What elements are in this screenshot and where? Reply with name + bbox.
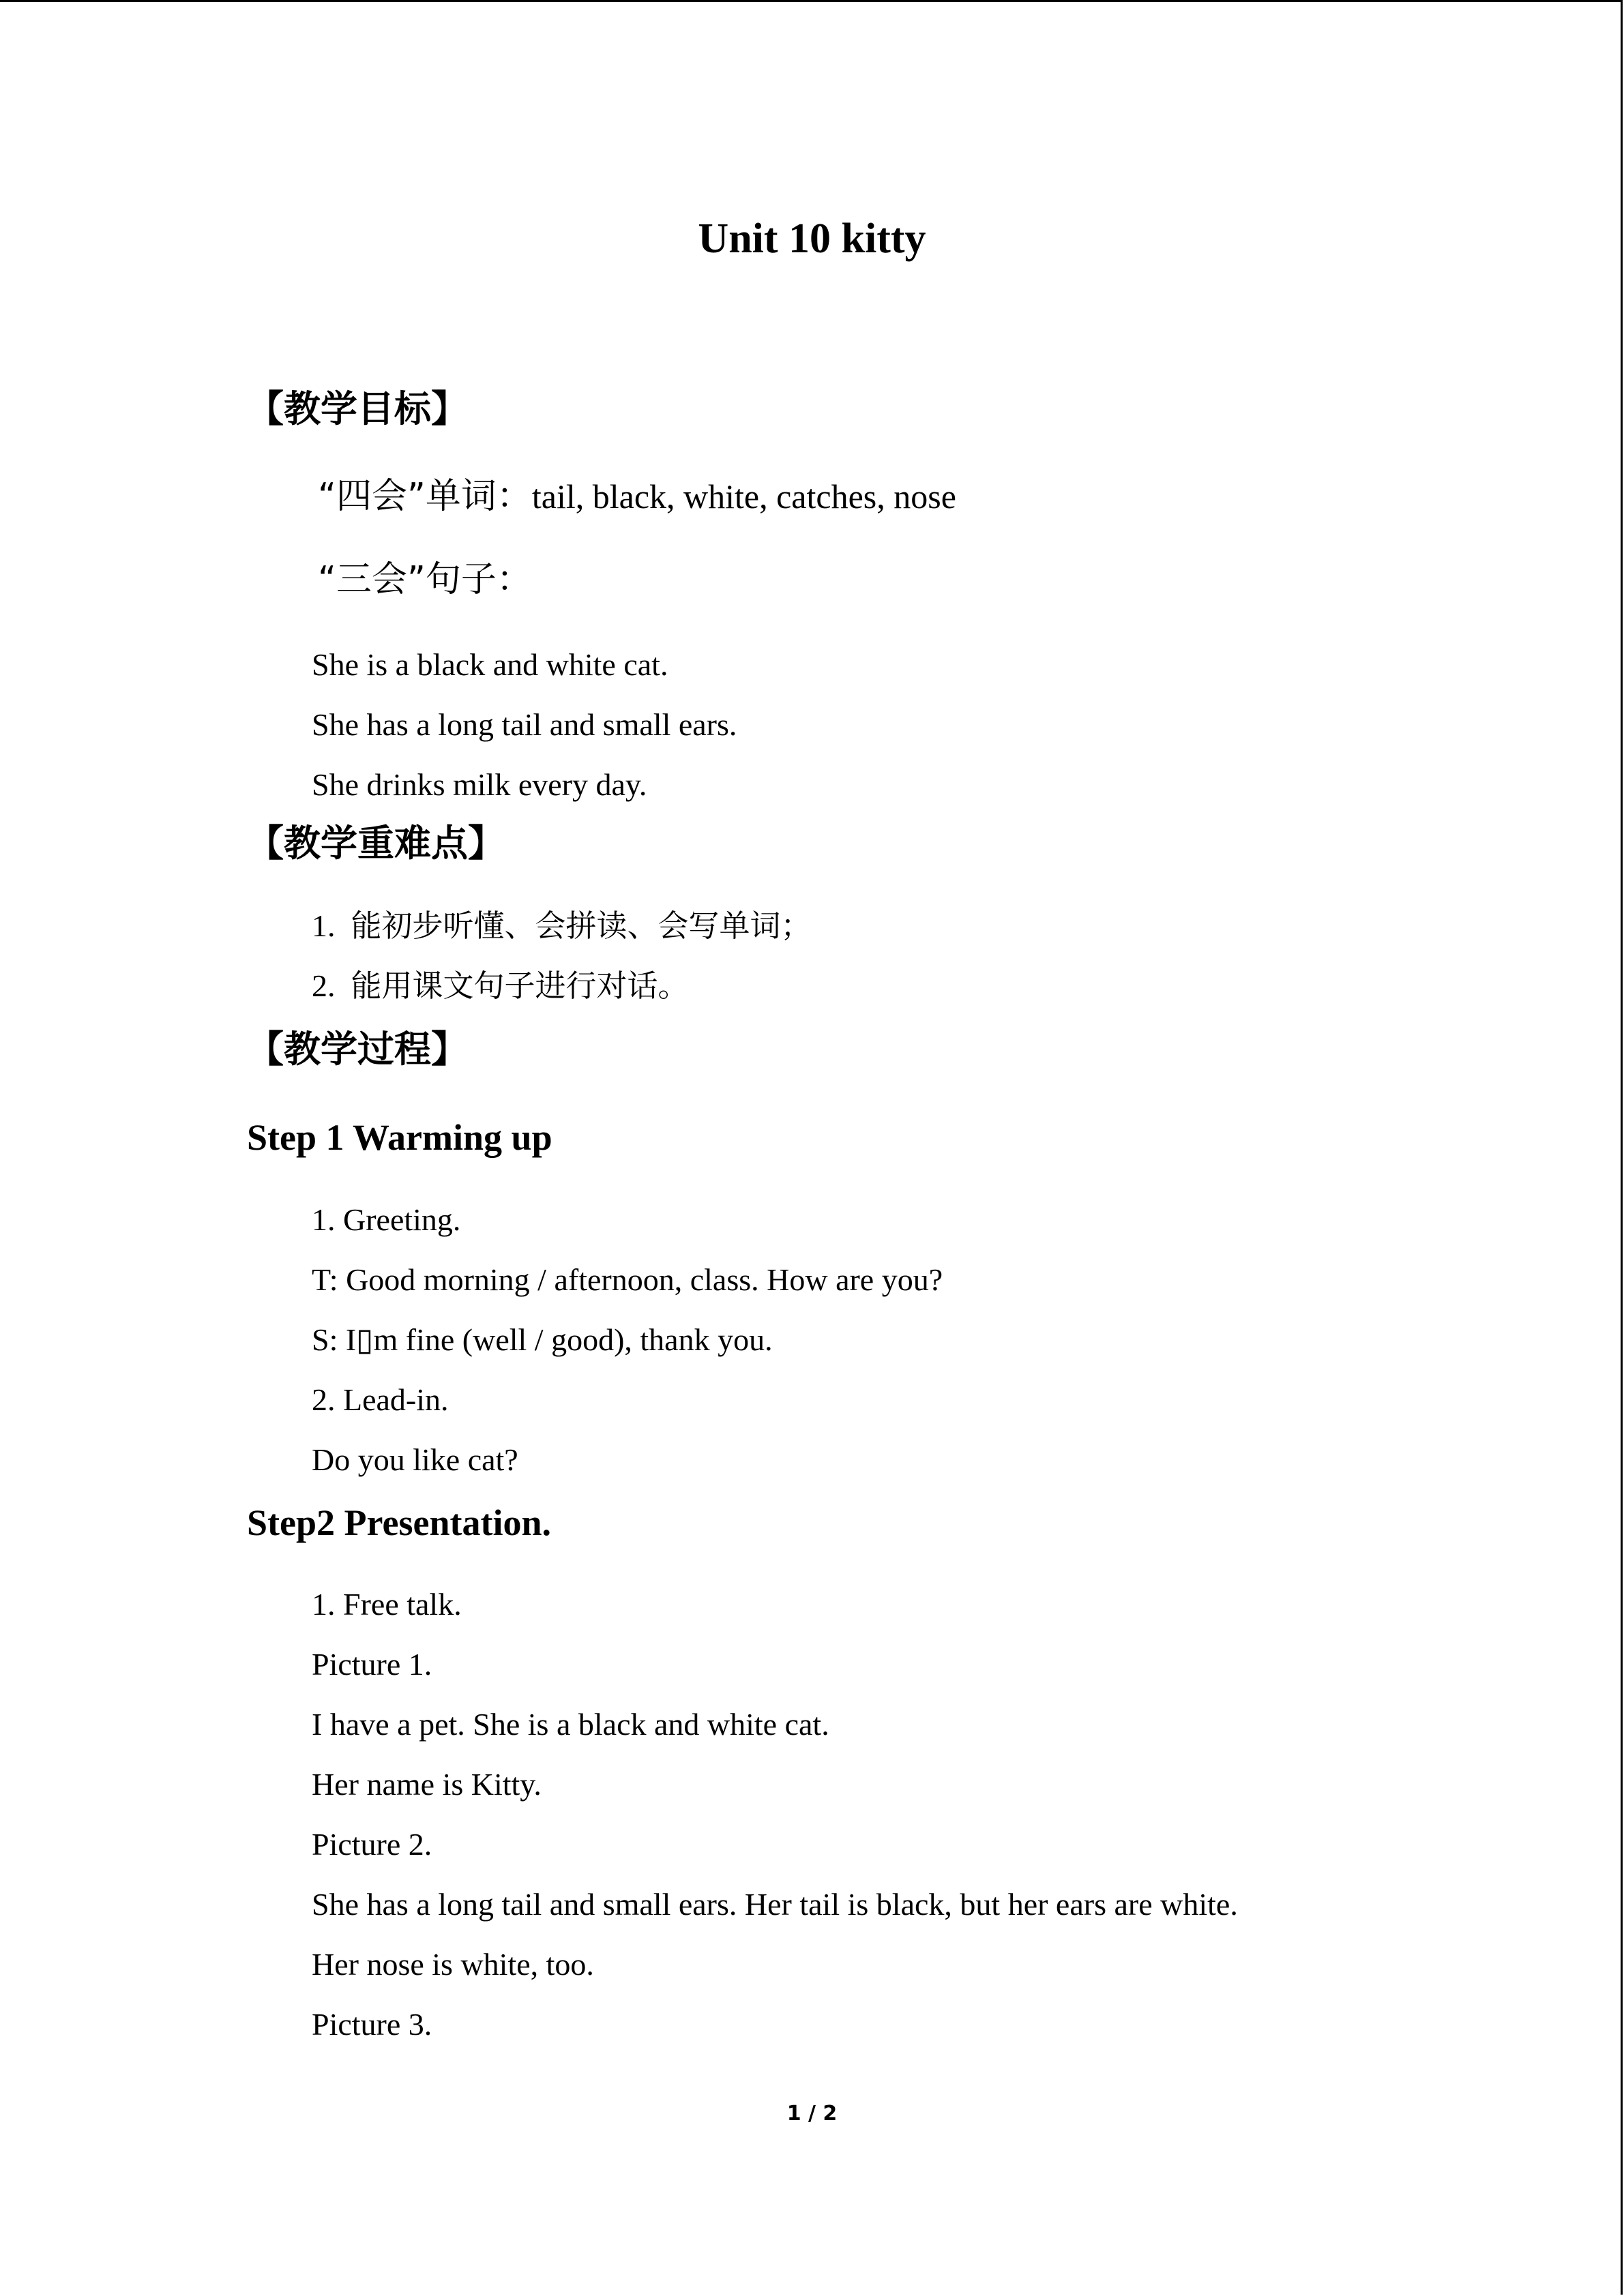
four-skill-words: tail, black, white, catches, nose xyxy=(531,477,956,516)
step1-line: 2. Lead-in. xyxy=(312,1382,449,1417)
step2-heading: Step2 Presentation. xyxy=(247,1502,551,1543)
key-point-number: 2. xyxy=(312,968,336,1003)
step2-line: Picture 2. xyxy=(312,1827,432,1862)
three-skill-label: “三会”句子： xyxy=(318,559,532,600)
step1-line: 1. Greeting. xyxy=(312,1202,461,1237)
step2-line: Her nose is white, too. xyxy=(312,1947,594,1982)
key-point-number: 1. xyxy=(312,908,336,943)
document-title: Unit 10 kitty xyxy=(698,215,926,262)
step2-line: Picture 1. xyxy=(312,1647,432,1682)
step1-heading: Step 1 Warming up xyxy=(247,1117,552,1158)
step2-line: 1. Free talk. xyxy=(312,1587,462,1622)
key-point-text: 能初步听懂、会拼读、会写单词； xyxy=(351,908,812,944)
step2-line: Her name is Kitty. xyxy=(312,1767,542,1802)
page-number: 1 / 2 xyxy=(786,2102,838,2126)
step2-line: I have a pet. She is a black and white cat. xyxy=(312,1707,829,1742)
process-heading: 【教学过程】 xyxy=(247,1028,468,1071)
step2-line: She has a long tail and small ears. Her tail is black, but her ears are white. xyxy=(312,1887,1238,1922)
objectives-heading: 【教学目标】 xyxy=(247,387,468,430)
four-skill-words-line xyxy=(318,473,956,520)
objective-sentence: She is a black and white cat. xyxy=(312,647,668,682)
objective-sentence: She has a long tail and small ears. xyxy=(312,707,737,742)
key-point-text: 能用课文句子进行对话。 xyxy=(351,968,689,1004)
step1-line: Do you like cat? xyxy=(312,1442,518,1477)
three-skill-sentences-line xyxy=(318,556,532,603)
key-points-heading: 【教学重难点】 xyxy=(247,822,505,865)
four-skill-label: “四会”单词： xyxy=(318,476,532,517)
step1-line: S: I▯m fine (well / good), thank you. xyxy=(312,1322,773,1357)
key-point-item xyxy=(312,904,812,949)
step1-line: T: Good morning / afternoon, class. How are you? xyxy=(312,1262,943,1297)
objective-sentence: She drinks milk every day. xyxy=(312,767,647,802)
key-point-item xyxy=(312,964,689,1009)
step2-line: Picture 3. xyxy=(312,2007,432,2042)
